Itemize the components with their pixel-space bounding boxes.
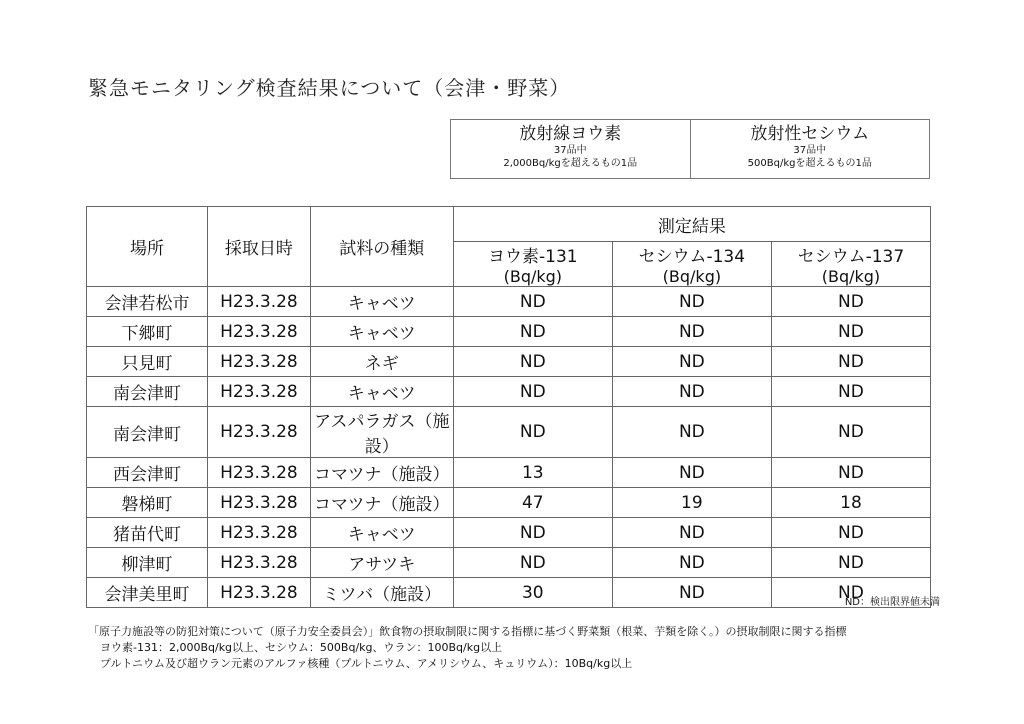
cell-cs134: ND: [612, 407, 771, 458]
table-row: [87, 377, 931, 407]
cell-iodine: ND: [453, 317, 612, 347]
cell-cs134: ND: [612, 578, 771, 608]
cell-date: H23.3.28: [208, 548, 311, 578]
cell-sample: ミツバ（施設）: [310, 578, 453, 608]
cell-cs137: ND: [771, 347, 930, 377]
cell-sample: アスパラガス（施設）: [310, 407, 453, 458]
nd-note: ND：検出限界値未満: [844, 597, 940, 608]
cell-sample: アサツキ: [310, 548, 453, 578]
cell-iodine: ND: [453, 347, 612, 377]
cell-place: 猪苗代町: [87, 518, 208, 548]
cell-date: H23.3.28: [208, 458, 311, 488]
cell-sample: キャベツ: [310, 287, 453, 317]
cell-date: H23.3.28: [208, 287, 311, 317]
cell-cs134: ND: [612, 518, 771, 548]
cell-place: 南会津町: [87, 407, 208, 458]
cell-iodine: ND: [453, 377, 612, 407]
header-iodine-label: ヨウ素-131: [488, 247, 578, 267]
cell-date: H23.3.28: [208, 488, 311, 518]
cell-sample: キャベツ: [310, 317, 453, 347]
cell-date: H23.3.28: [208, 347, 311, 377]
page-title: 緊急モニタリング検査結果について（会津・野菜）: [88, 76, 571, 100]
cell-cs137: ND: [771, 578, 930, 608]
cell-cs137: ND: [771, 548, 930, 578]
table-row: [87, 347, 931, 377]
cell-sample: コマツナ（施設）: [310, 488, 453, 518]
cell-date: H23.3.28: [208, 578, 311, 608]
cell-place: 磐梯町: [87, 488, 208, 518]
summary-table: [450, 119, 930, 179]
cell-place: 下郷町: [87, 317, 208, 347]
header-cs134-unit: (Bq/kg): [662, 267, 722, 286]
cell-date: H23.3.28: [208, 407, 311, 458]
cell-sample: ネギ: [310, 347, 453, 377]
cell-cs137: 18: [771, 488, 930, 518]
cell-iodine: ND: [453, 407, 612, 458]
cell-date: H23.3.28: [208, 518, 311, 548]
cell-cs134: ND: [612, 458, 771, 488]
cell-cs137: ND: [771, 287, 930, 317]
header-result: 測定結果: [453, 207, 930, 242]
cell-cs134: ND: [612, 287, 771, 317]
cell-cs134: ND: [612, 377, 771, 407]
cell-cs134: ND: [612, 548, 771, 578]
table-row: [87, 488, 931, 518]
header-iodine: [453, 242, 612, 287]
cell-place: 西会津町: [87, 458, 208, 488]
cell-cs134: ND: [612, 347, 771, 377]
cell-iodine: 30: [453, 578, 612, 608]
cell-place: 只見町: [87, 347, 208, 377]
summary-cesium-exceed: 500Bq/kgを超えるもの1品: [747, 158, 872, 169]
summary-cesium-name: 放射性セシウム: [750, 124, 870, 144]
table-row: [87, 548, 931, 578]
header-sample: 試料の種類: [310, 207, 453, 287]
header-cs137-unit: (Bq/kg): [821, 267, 881, 286]
cell-cs137: ND: [771, 518, 930, 548]
cell-cs134: 19: [612, 488, 771, 518]
cell-iodine: 47: [453, 488, 612, 518]
header-cs134-label: セシウム-134: [638, 247, 746, 267]
cell-iodine: 13: [453, 458, 612, 488]
footer-notes: [88, 624, 847, 672]
footer-line-2: ヨウ素-131：2,000Bq/kg以上、セシウム：500Bq/kg、ウラン：100Bq/kg以上: [100, 641, 503, 654]
cell-sample: キャベツ: [310, 518, 453, 548]
summary-cesium: [690, 120, 930, 179]
header-cs137: [771, 242, 930, 287]
header-cs137-label: セシウム-137: [797, 247, 905, 267]
summary-iodine-exceed: 2,000Bq/kgを超えるもの1品: [503, 158, 638, 169]
cell-place: 会津若松市: [87, 287, 208, 317]
cell-place: 南会津町: [87, 377, 208, 407]
footer-line-3: プルトニウム及び超ウラン元素のアルファ核種（プルトニウム、アメリシウム、キュリウム）：10Bq/kg以上: [100, 657, 633, 670]
cell-cs137: ND: [771, 407, 930, 458]
table-row: [87, 518, 931, 548]
cell-place: 会津美里町: [87, 578, 208, 608]
cell-cs137: ND: [771, 458, 930, 488]
cell-sample: キャベツ: [310, 377, 453, 407]
cell-sample: コマツナ（施設）: [310, 458, 453, 488]
header-cs134: [612, 242, 771, 287]
results-table: [86, 206, 931, 608]
summary-iodine-count: 37品中: [553, 145, 587, 156]
cell-cs137: ND: [771, 317, 930, 347]
cell-iodine: ND: [453, 548, 612, 578]
header-date: 採取日時: [208, 207, 311, 287]
cell-cs137: ND: [771, 377, 930, 407]
table-row: [87, 578, 931, 608]
table-row: [87, 458, 931, 488]
cell-date: H23.3.28: [208, 317, 311, 347]
summary-iodine-name: 放射線ヨウ素: [519, 124, 622, 144]
cell-place: 柳津町: [87, 548, 208, 578]
table-row: [87, 407, 931, 458]
header-iodine-unit: (Bq/kg): [503, 267, 563, 286]
cell-date: H23.3.28: [208, 377, 311, 407]
results-body: [87, 287, 931, 608]
table-row: [87, 317, 931, 347]
header-place: 場所: [87, 207, 208, 287]
summary-iodine: [451, 120, 691, 179]
summary-cesium-count: 37品中: [793, 145, 827, 156]
cell-cs134: ND: [612, 317, 771, 347]
cell-iodine: ND: [453, 518, 612, 548]
cell-iodine: ND: [453, 287, 612, 317]
table-row: [87, 287, 931, 317]
footer-line-1: 「原子力施設等の防犯対策について（原子力安全委員会）」飲食物の摂取制限に関する指標に基づく野菜類（根菜、芋類を除く。）の摂取制限に関する指標: [88, 625, 847, 638]
